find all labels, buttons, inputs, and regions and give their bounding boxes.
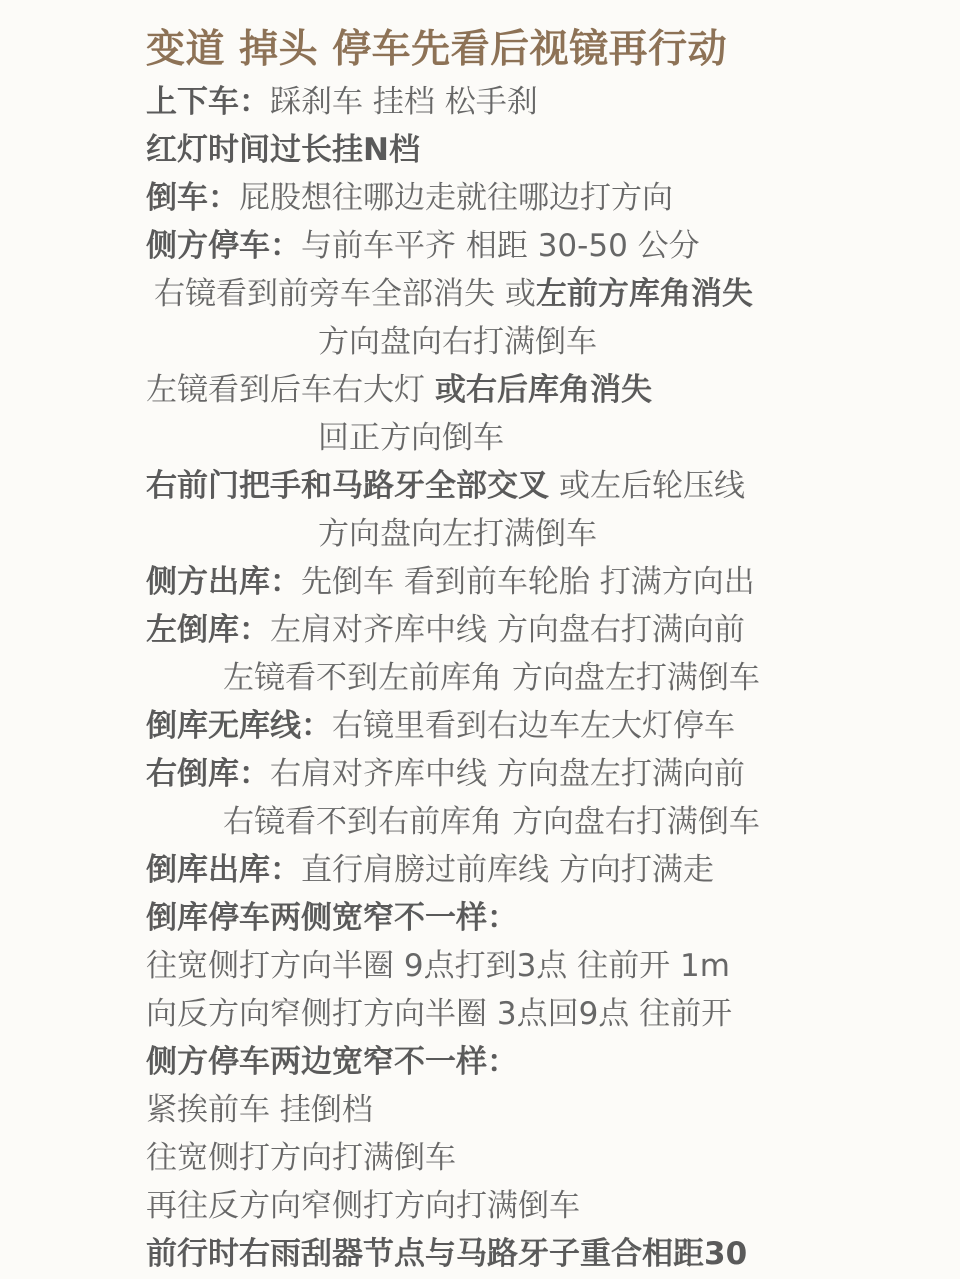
text-line — [146, 1090, 373, 1130]
line-text: 往宽侧打方向半圈 9点打到3点 往前开 1m — [146, 948, 730, 984]
line-label: 侧方停车： — [146, 228, 301, 264]
line-text: 左镜看不到左前库角 方向盘左打满倒车 — [223, 660, 760, 696]
line-label: 倒车： — [146, 180, 239, 216]
line-text: 方向盘向右打满倒车 — [318, 324, 597, 360]
line-label: 上下车： — [146, 84, 270, 120]
page-title: 变道 掉头 停车先看后视镜再行动 — [146, 27, 728, 72]
line-text: 左肩对齐库中线 方向盘右打满向前 — [270, 612, 745, 648]
line-label: 侧方停车两边宽窄不一样： — [146, 1044, 518, 1080]
line-text: 左镜看到后车右大灯 — [146, 372, 425, 408]
line-label: 倒库出库： — [146, 852, 301, 888]
line-text: 屁股想往哪边走就往哪边打方向 — [239, 180, 673, 216]
line-text: 先倒车 看到前车轮胎 打满方向出 — [301, 564, 755, 600]
line-text: 再往反方向窄侧打方向打满倒车 — [146, 1188, 580, 1224]
line-label-secondary: 或右后库角消失 — [435, 372, 652, 408]
line-label: 倒库无库线： — [146, 708, 332, 744]
text-line — [146, 946, 730, 986]
text-line — [146, 1042, 518, 1082]
text-line — [146, 754, 745, 794]
line-label: 右前门把手和马路牙全部交叉 — [146, 468, 549, 504]
text-line — [146, 178, 673, 218]
text-line — [146, 226, 700, 266]
line-text: 直行肩膀过前库线 方向打满走 — [301, 852, 714, 888]
line-label: 左倒库： — [146, 612, 270, 648]
line-label: 红灯时间过长挂N档 — [146, 132, 420, 168]
line-label: 右倒库： — [146, 756, 270, 792]
line-text: 往宽侧打方向打满倒车 — [146, 1140, 456, 1176]
text-line — [146, 1234, 747, 1274]
text-line — [146, 994, 732, 1034]
line-text: 右镜看到前旁车全部消失 或 — [154, 276, 536, 312]
line-text: 踩刹车 挂档 松手刹 — [270, 84, 538, 120]
text-line — [146, 1138, 456, 1178]
text-line — [146, 370, 652, 410]
text-line — [146, 610, 745, 650]
line-text: 右肩对齐库中线 方向盘左打满向前 — [270, 756, 745, 792]
text-line — [146, 82, 538, 122]
line-label: 倒库停车两侧宽窄不一样： — [146, 900, 518, 936]
line-text: 向反方向窄侧打方向半圈 3点回9点 往前开 — [146, 996, 733, 1032]
text-line — [146, 130, 420, 170]
line-text: 紧挨前车 挂倒档 — [146, 1092, 373, 1128]
line-text: 或左后轮压线 — [559, 468, 745, 504]
text-line — [146, 1186, 580, 1226]
line-text: 右镜看不到右前库角 方向盘右打满倒车 — [223, 804, 760, 840]
text-line — [146, 466, 745, 506]
text-line — [223, 658, 760, 698]
line-label-secondary: 左前方库角消失 — [535, 276, 753, 312]
line-label: 前行时右雨刮器节点与马路牙子重合相距30 — [146, 1236, 748, 1272]
line-text: 方向盘向左打满倒车 — [318, 516, 597, 552]
text-line — [146, 850, 714, 890]
line-text: 右镜里看到右边车左大灯停车 — [332, 708, 735, 744]
text-line — [318, 418, 504, 458]
text-line — [318, 514, 597, 554]
line-text: 回正方向倒车 — [318, 420, 504, 456]
text-line — [154, 274, 753, 314]
line-label: 侧方出库： — [146, 564, 301, 600]
text-line — [146, 898, 518, 938]
text-line — [223, 802, 760, 842]
text-line — [146, 562, 755, 602]
line-text: 与前车平齐 相距 30-50 公分 — [301, 228, 700, 264]
text-line — [318, 322, 597, 362]
text-line — [146, 706, 735, 746]
